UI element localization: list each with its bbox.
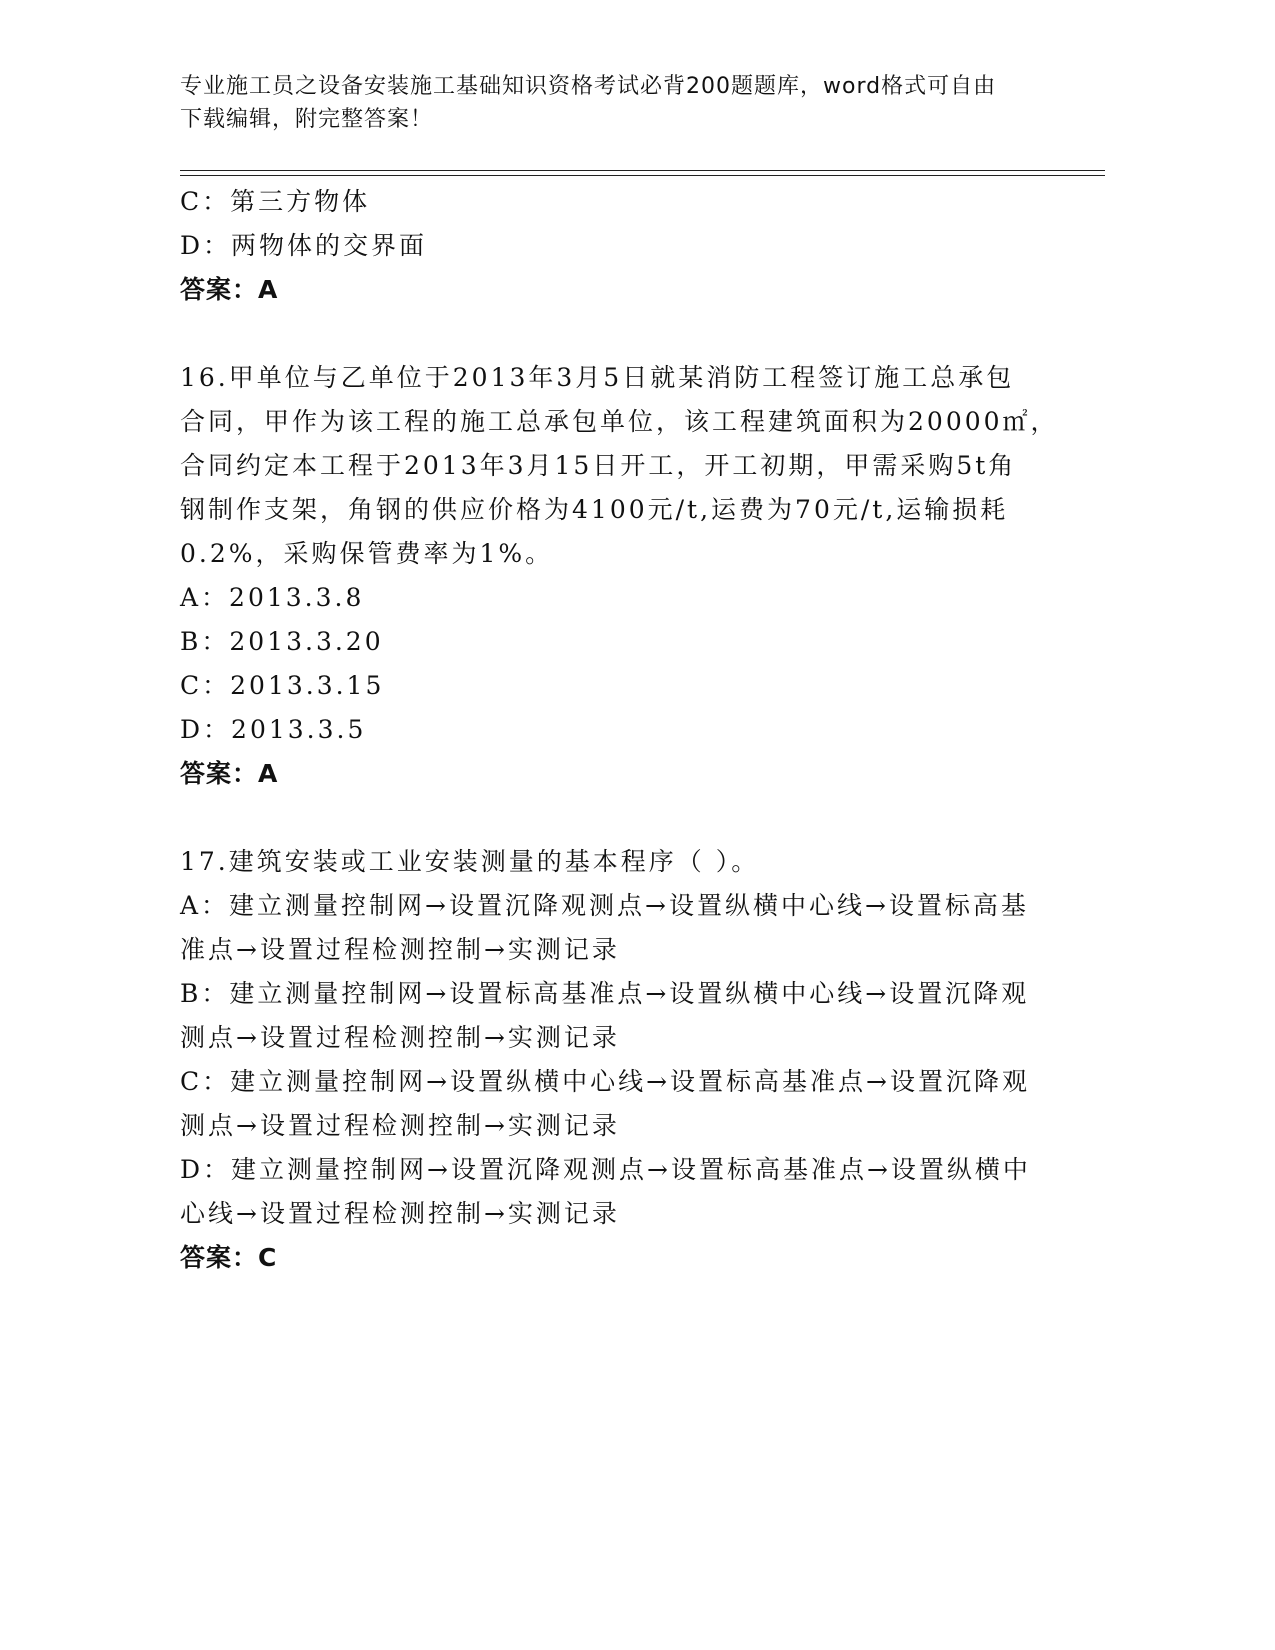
option-c-line: 测点→设置过程检测控制→实测记录 bbox=[180, 1111, 620, 1140]
question-stem-line: 16.甲单位与乙单位于2013年3月5日就某消防工程签订施工总承包 bbox=[180, 363, 1015, 392]
document-body bbox=[180, 180, 1060, 1280]
question-stem-line: 17.建筑安装或工业安装测量的基本程序（ ）。 bbox=[180, 847, 760, 876]
question-stem-line: 0.2%，采购保管费率为1%。 bbox=[180, 539, 554, 568]
option-c-line: C：建立测量控制网→设置纵横中心线→设置标高基准点→设置沉降观 bbox=[180, 1067, 1030, 1096]
option-d: D：2013.3.5 bbox=[180, 715, 367, 744]
option-b-line: 测点→设置过程检测控制→实测记录 bbox=[180, 1023, 620, 1052]
option-c: C：第三方物体 bbox=[180, 187, 371, 216]
header-line-2: 下载编辑，附完整答案！ bbox=[180, 107, 434, 132]
question-17 bbox=[180, 840, 1060, 1280]
header-divider-bottom bbox=[180, 175, 1105, 176]
option-c: C：2013.3.15 bbox=[180, 671, 385, 700]
option-b: B：2013.3.20 bbox=[180, 627, 384, 656]
spacer bbox=[180, 796, 1060, 840]
header-divider-top bbox=[180, 170, 1105, 171]
option-a-line: 准点→设置过程检测控制→实测记录 bbox=[180, 935, 620, 964]
question-stem-line: 钢制作支架，角钢的供应价格为4100元/t,运费为70元/t,运输损耗 bbox=[180, 495, 1009, 524]
spacer bbox=[180, 312, 1060, 356]
option-d: D：两物体的交界面 bbox=[180, 231, 428, 260]
answer-line: 答案：A bbox=[180, 275, 279, 304]
option-a-line: A：建立测量控制网→设置沉降观测点→设置纵横中心线→设置标高基 bbox=[180, 891, 1029, 920]
question-stem-line: 合同，甲作为该工程的施工总承包单位，该工程建筑面积为20000㎡， bbox=[180, 407, 1059, 436]
header-line-1: 专业施工员之设备安装施工基础知识资格考试必背200题题库，word格式可自由 bbox=[180, 74, 997, 99]
page-header bbox=[180, 70, 1080, 136]
option-d-line: D：建立测量控制网→设置沉降观测点→设置标高基准点→设置纵横中 bbox=[180, 1155, 1031, 1184]
option-a: A：2013.3.8 bbox=[180, 583, 365, 612]
answer-line: 答案：A bbox=[180, 759, 279, 788]
previous-question-tail bbox=[180, 180, 1060, 312]
answer-line: 答案：C bbox=[180, 1243, 278, 1272]
option-b-line: B：建立测量控制网→设置标高基准点→设置纵横中心线→设置沉降观 bbox=[180, 979, 1030, 1008]
option-d-line: 心线→设置过程检测控制→实测记录 bbox=[180, 1199, 620, 1228]
question-16 bbox=[180, 356, 1060, 796]
question-stem-line: 合同约定本工程于2013年3月15日开工，开工初期，甲需采购5t角 bbox=[180, 451, 1017, 480]
